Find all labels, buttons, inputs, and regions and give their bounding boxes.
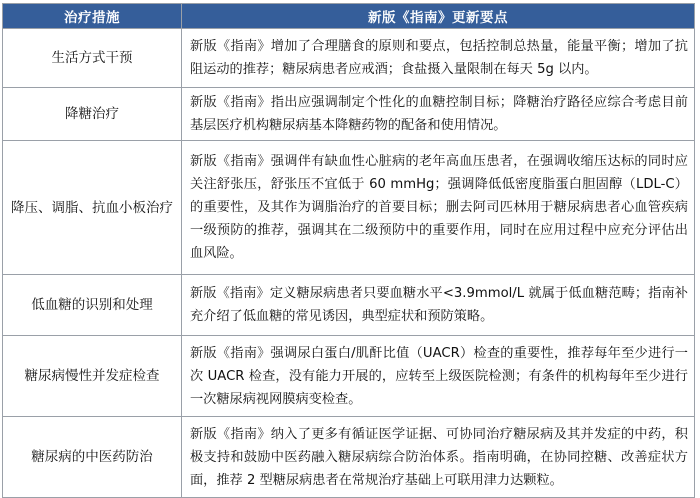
update-cell: 新版《指南》指出应强调制定个性化的血糖控制目标；降糖治疗路径应综合考虑目前基层医疗机构糖尿病基本降糖药物的配备和使用情况。 bbox=[182, 88, 695, 141]
measure-cell: 生活方式干预 bbox=[3, 29, 182, 88]
update-cell: 新版《指南》强调尿白蛋白/肌酐比值（UACR）检查的重要性，推荐每年至少进行一次 UACR 检查，没有能力开展的，应转至上级医院检测；有条件的机构每年至少进行一次糖尿病视网膜病变检查。 bbox=[182, 336, 695, 417]
header-measure: 治疗措施 bbox=[3, 4, 182, 29]
table-row bbox=[3, 141, 695, 275]
table-row bbox=[3, 29, 695, 88]
table-header-row bbox=[3, 4, 695, 29]
table-row bbox=[3, 88, 695, 141]
measure-cell: 糖尿病慢性并发症检查 bbox=[3, 336, 182, 417]
measure-cell: 降糖治疗 bbox=[3, 88, 182, 141]
measure-cell: 降压、调脂、抗血小板治疗 bbox=[3, 141, 182, 275]
guideline-updates-table bbox=[2, 3, 695, 498]
measure-cell: 低血糖的识别和处理 bbox=[3, 275, 182, 336]
table-row bbox=[3, 275, 695, 336]
update-cell: 新版《指南》强调伴有缺血性心脏病的老年高血压患者，在强调收缩压达标的同时应关注舒张压，舒张压不宜低于 60 mmHg；强调降低低密度脂蛋白胆固醇（LDL-C）的重要性，及其作为调脂治疗的首要目标；删去阿司匹林用于糖尿病患者心血管疾病一级预防的推荐，强调其在二级预防中的重要作用，同时在应用过程中应充分评估出血风险。 bbox=[182, 141, 695, 275]
measure-cell: 糖尿病的中医药防治 bbox=[3, 417, 182, 498]
update-cell: 新版《指南》增加了合理膳食的原则和要点，包括控制总热量，能量平衡；增加了抗阻运动的推荐；糖尿病患者应戒酒；食盐摄入量限制在每天 5g 以内。 bbox=[182, 29, 695, 88]
table-row bbox=[3, 336, 695, 417]
table-row bbox=[3, 417, 695, 498]
update-cell: 新版《指南》定义糖尿病患者只要血糖水平<3.9mmol/L 就属于低血糖范畴；指南补充介绍了低血糖的常见诱因，典型症状和预防策略。 bbox=[182, 275, 695, 336]
header-update-points: 新版《指南》更新要点 bbox=[182, 4, 695, 29]
update-cell: 新版《指南》纳入了更多有循证医学证据、可协同治疗糖尿病及其并发症的中药，积极支持和鼓励中医药融入糖尿病综合防治体系。指南明确，在协同控糖、改善症状方面，推荐 2 型糖尿病患者在常规治疗基础上可联用津力达颗粒。 bbox=[182, 417, 695, 498]
